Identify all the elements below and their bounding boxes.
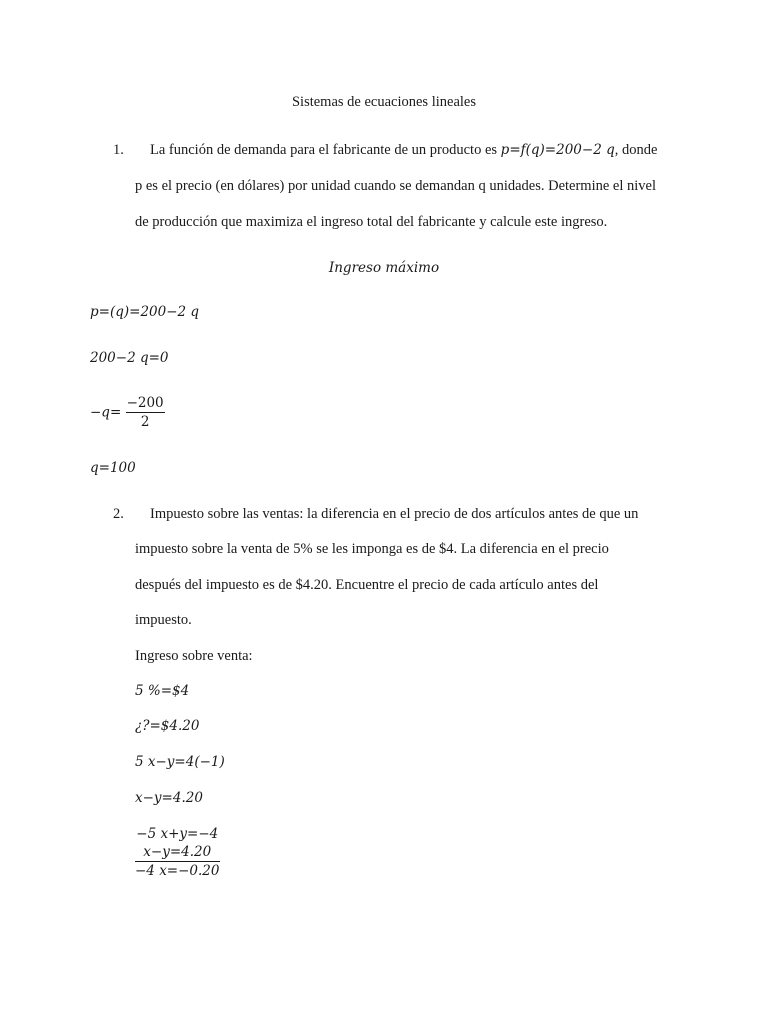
- fraction-lhs: −q=: [90, 404, 122, 421]
- problem-2-line-2: impuesto sobre la venta de 5% se les imponga es de $4. La diferencia en el precio: [135, 541, 609, 557]
- problem-1-line-1-text: La función de demanda para el fabricante de un producto es: [150, 142, 498, 158]
- equation-percent: 5 %=$4: [135, 683, 190, 699]
- problem-1-line-3: de producción que maximiza el ingreso total del fabricante y calcule este ingreso.: [135, 214, 608, 230]
- equation-system-2: x−y=4.20: [135, 790, 203, 806]
- fraction-numerator: −200: [126, 395, 164, 411]
- problem-2-line-3: después del impuesto es de $4.20. Encuentre el precio de cada artículo antes del: [135, 577, 599, 593]
- max-revenue-heading: Ingreso máximo: [328, 260, 440, 276]
- sum-row-2: x−y=4.20: [135, 843, 220, 862]
- problem-1-line-1-tail: , donde: [614, 142, 658, 158]
- equation-zero: 200−2 q=0: [90, 350, 169, 366]
- fraction-denominator: 2: [140, 414, 150, 430]
- equation-fraction: [90, 395, 165, 430]
- sum-result: −4 x=−0.20: [135, 863, 220, 879]
- sum-row-1: −5 x+y=−4: [136, 826, 219, 842]
- problem-2-line-4: impuesto.: [135, 612, 192, 628]
- problem-1-line-2: p es el precio (en dólares) por unidad cuando se demandan q unidades. Determine el nivel: [135, 178, 657, 194]
- sales-revenue-heading: Ingreso sobre venta:: [135, 648, 253, 664]
- page-title: Sistemas de ecuaciones lineales: [291, 94, 476, 110]
- equation-result-q: q=100: [90, 460, 136, 476]
- demand-function-formula: p=f(q)=200−2 q: [500, 142, 615, 158]
- problem-1-number: 1.: [113, 142, 124, 158]
- problem-2-line-1: Impuesto sobre las ventas: la diferencia en el precio de dos artículos antes de que un: [150, 506, 639, 522]
- fraction: [126, 395, 165, 430]
- problem-1-line-1: [150, 142, 657, 159]
- equation-unknown: ¿?=$4.20: [135, 718, 200, 734]
- elimination-sum: [135, 825, 220, 880]
- equation-demand: p=(q)=200−2 q: [90, 304, 200, 320]
- equation-system-1: 5 x−y=4(−1): [135, 754, 225, 770]
- problem-2-number: 2.: [113, 506, 124, 522]
